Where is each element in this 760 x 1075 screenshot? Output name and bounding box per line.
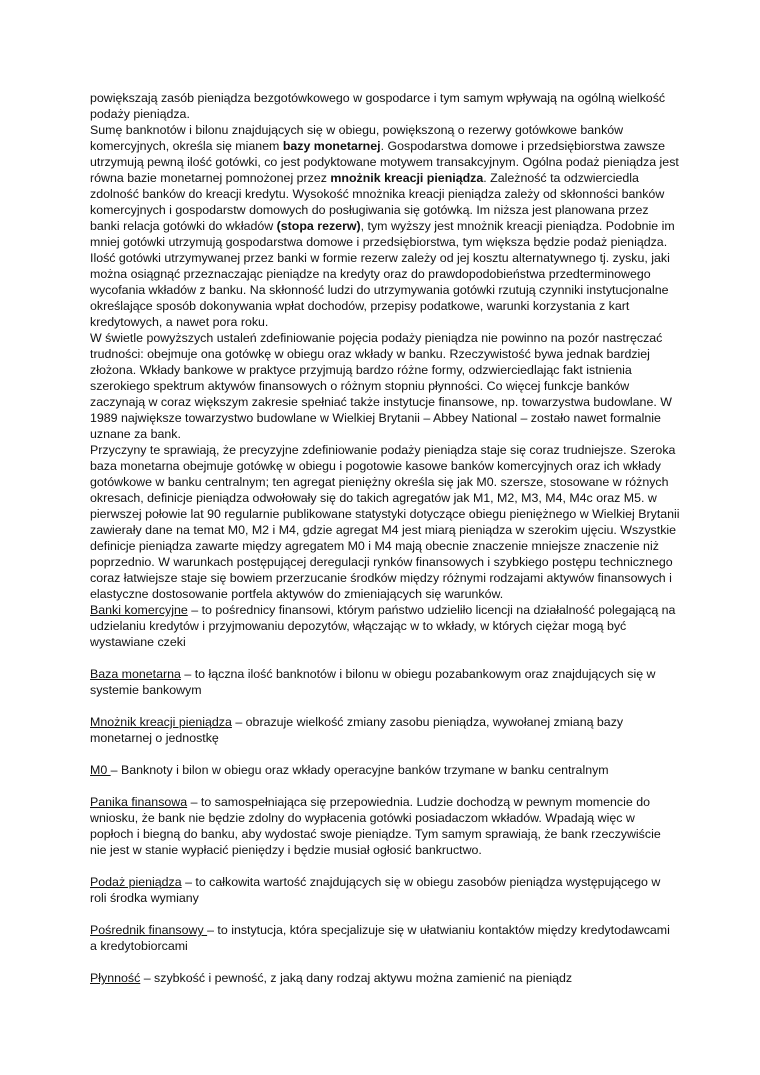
paragraph-1: powiększają zasób pieniądza bezgotówkowego w gospodarce i tym samym wpływają na ogólną wielkość podaży pieniądza.	[90, 91, 666, 121]
definition-text: – to instytucja, która specjalizuje się w ułatwianiu kontaktów między kredytodawcami a kredytobiorcami	[90, 923, 670, 953]
definition-panika-finansowa	[90, 794, 680, 858]
definition-term: Panika finansowa	[90, 795, 188, 809]
definition-term: Baza monetarna	[90, 667, 181, 681]
paragraph-4: W świetle powyższych ustaleń zdefiniowanie pojęcia podaży pieniądza nie powinno na pozór nastręczać trudności: obejmuje ona gotówkę w obiegu oraz wkłady w banku. Rzeczywistość bywa jednak bardziej złożona. Wkłady bankowe w praktyce przyjmują bardzo różne formy, odzwierciedlając fakt istnienia szerokiego spektrum aktywów finansowych o różnym stopniu płynności. Co więcej funkcje banków zaczynają w coraz większym zakresie spełniać także instytucje finansowe, np. towarzystwa budowlane. W 1989 największe towarzystwo budowlane w Wielkiej Brytanii – Abbey National – zostało nawet formalnie uznane za bank.	[90, 331, 672, 441]
definition-text: – Banknoty i bilon w obiegu oraz wkłady operacyjne banków trzymane w banku centralnym	[110, 763, 609, 777]
definition-podaz-pieniadza	[90, 874, 680, 906]
bold-term-stopa-rezerw: (stopa rezerw)	[276, 219, 361, 233]
definition-posrednik-finansowy	[90, 922, 680, 954]
definition-text: – to samospełniająca się przepowiednia. Ludzie dochodzą w pewnym momencie do wniosku, że bank nie będzie zdolny do wypłacenia gotówki posiadaczom wkładów. Wpadają więc w popłoch i biegną do banku, aby wydostać swoje pieniądze. Tym samym sprawiają, że bank rzeczywiście nie jest w stanie wypłacić pieniędzy i będzie musiał ogłosić bankructwo.	[90, 795, 661, 857]
definition-banki-komercyjne	[90, 602, 680, 650]
definition-term: Podaż pieniądza	[90, 875, 182, 889]
definition-text: – to pośrednicy finansowi, którym państwo udzieliło licencji na działalność polegającą na udzielaniu kredytów i przyjmowaniu depozytów, włączając w to wkłady, w których ciężar mogą być wystawiane czeki	[90, 603, 676, 649]
document-page	[90, 90, 680, 1002]
definition-term: Mnożnik kreacji pieniądza	[90, 715, 232, 729]
definition-baza-monetarna	[90, 666, 680, 698]
definition-text: – to łączna ilość banknotów i bilonu w obiegu pozabankowym oraz znajdujących się w systemie bankowym	[90, 667, 656, 697]
definition-term: Pośrednik finansowy	[90, 923, 208, 937]
paragraph-5: Przyczyny te sprawiają, że precyzyjne zdefiniowanie podaży pieniądza staje się coraz trudniejsze. Szeroka baza monetarna obejmuje gotówkę w obiegu i pogotowie kasowe banków komercyjnych oraz ich wkłady gotówkowe w banku centralnym; ten agregat pieniężny określa się jak M0. szersze, stosowane w różnych okresach, definicje pieniądza odwołowały się do takich agregatów jak M1, M2, M3, M4, M4c oraz M5. w pierwszej połowie lat 90 regularnie publikowane statystyki dotyczące obiegu pieniężnego w Wielkiej Brytanii zawierały dane na temat M0, M2 i M4, gdzie agregat M4 jest miarą pieniądza w szerokim ujęciu. Wszystkie definicje pieniądza zawarte między agregatem M0 i M4 mają obecnie znaczenie mniejsze znaczenie niż poprzednio. W warunkach postępującej deregulacji rynków finansowych i szybkiego postępu technicznego coraz łatwiejsze staje się bowiem przerzucanie środków między różnymi rodzajami aktywów finansowych i elastyczne dostosowanie portfela aktywów do zmieniających się warunków.	[90, 443, 680, 601]
definition-text: – szybkość i pewność, z jaką dany rodzaj aktywu można zamienić na pieniądz	[140, 971, 573, 985]
definition-term: Płynność	[90, 971, 141, 985]
definition-mnoznik-kreacji	[90, 714, 680, 746]
definition-term: M0	[90, 763, 111, 777]
definition-m0	[90, 762, 680, 778]
definition-text: – to całkowita wartość znajdujących się w obiegu zasobów pieniądza występującego w roli środka wymiany	[90, 875, 661, 905]
bold-term-mnoznik: mnożnik kreacji pieniądza	[330, 171, 484, 185]
definition-term: Banki komercyjne	[90, 603, 188, 617]
definition-plynnosc	[90, 970, 680, 986]
paragraph-3: Ilość gotówki utrzymywanej przez banki w formie rezerw zależy od jej kosztu alternatywnego tj. zysku, jaki można osiągnąć przeznaczając pieniądze na kredyty oraz do prawdopodobieństwa przedterminowego wycofania wkładów z banku. Na skłonność ludzi do utrzymywania gotówki rzutują czynniki instytucjonalne określające sposób dokonywania wpłat dochodów, przepisy podatkowe, warunki korzystania z kart kredytowych, a nawet pora roku.	[90, 251, 670, 329]
definition-text: – obrazuje wielkość zmiany zasobu pieniądza, wywołanej zmianą bazy monetarnej o jednostkę	[90, 715, 624, 745]
bold-term-baza-monetarna: bazy monetarnej	[282, 139, 381, 153]
paragraph-2: Sumę banknotów i bilonu znajdujących się w obiegu, powiększoną o rezerwy gotówkowe banków komercyjnych, określa się mianem bazy monetarnej. Gospodarstwa domowe i przedsiębiorstwa zawsze utrzymują pewną ilość gotówki, co jest podyktowane motywem transakcyjnym. Ogólna podaż pieniądza jest równa bazie monetarnej pomnożonej przez mnożnik kreacji pieniądza. Zależność ta odzwierciedla zdolność banków do kreacji kredytu. Wysokość mnożnika kreacji pieniądza zależy od skłonności banków komercyjnych i gospodarstw domowych do posługiwania się gotówką. Im niższa jest planowana przez banki relacja gotówki do wkładów (stopa rezerw), tym wyższy jest mnożnik kreacji pieniądza. Podobnie im mniej gotówki utrzymują gospodarstwa domowe i przedsiębiorstwa, tym większa będzie podaż pieniądza.	[90, 123, 679, 249]
